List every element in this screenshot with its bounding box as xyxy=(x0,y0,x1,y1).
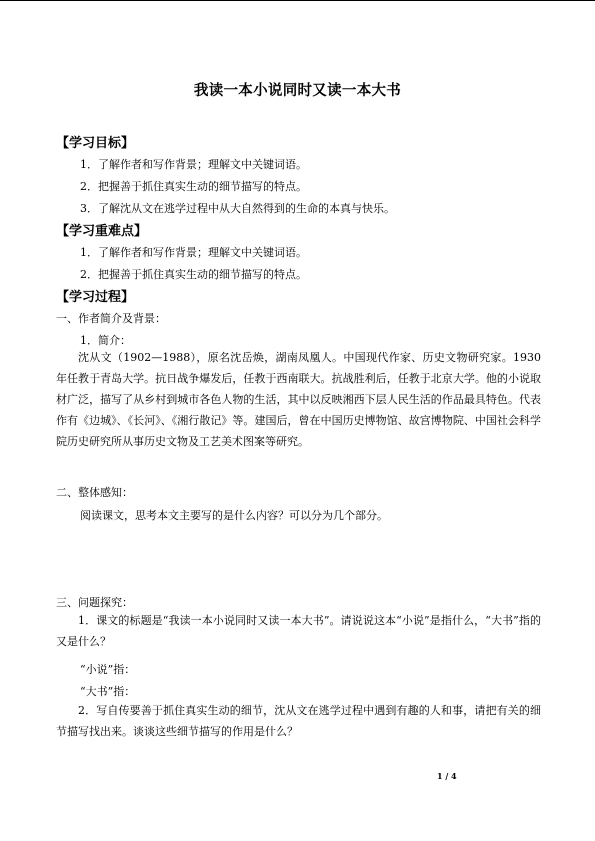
document-title: 我读一本小说同时又读一本大书 xyxy=(193,82,402,99)
objectives-heading: 【学习目标】 xyxy=(56,136,135,151)
objective-item-2: 2．把握善于抓住真实生动的细节描写的特点。 xyxy=(80,180,307,193)
overall-section-title: 二、整体感知： xyxy=(56,486,133,499)
key-point-item-2: 2．把握善于抓住真实生动的细节描写的特点。 xyxy=(80,268,307,281)
question-1-book-answer: “大书”指： xyxy=(80,685,136,698)
overall-prompt: 阅读课文，思考本文主要写的是什么内容？可以分为几个部分。 xyxy=(80,509,388,522)
objective-item-1: 1．了解作者和写作背景；理解文中关键词语。 xyxy=(80,158,307,171)
question-1: 1．课文的标题是“我读一本小说同时又读一本大书”。请说说这本“小说”是指什么，“大书”指的又是什么？ xyxy=(56,614,541,648)
top-border-line xyxy=(0,0,595,1)
page-number: 1 / 4 xyxy=(437,771,457,781)
question-1-novel-answer: “小说”指： xyxy=(80,663,136,676)
key-points-heading: 【学习重难点】 xyxy=(56,224,148,239)
question-2: 2．写自传要善于抓住真实生动的细节，沈从文在逃学过程中遇到有趣的人和事，请把有关的细节描写找出来。谈谈这些细节描写的作用是什么？ xyxy=(56,704,541,738)
author-section-title: 一、作者简介及背景： xyxy=(56,312,166,325)
process-heading: 【学习过程】 xyxy=(56,290,135,305)
author-bio-paragraph: 沈从文（1902—1988），原名沈岳焕，湖南凤凰人。中国现代作家、历史文物研究家。1930年任教于青岛大学。抗日战争爆发后，任教于西南联大。抗战胜利后，任教于北京大学。他的小说取材广泛，描写了从乡村到城市各色人物的生活，其中以反映湘西下层人民生活的作品最具特色。代表作有《边城》、《长河》、《湘行散记》等。建国后，曾在中国历史博物馆、故宫博物院、中国社会科学院历史研究所从事历史文物及工艺美术图案等研究。 xyxy=(56,351,541,448)
objective-item-3: 3．了解沈从文在逃学过程中从大自然得到的生命的本真与快乐。 xyxy=(80,202,395,215)
key-point-item-1: 1．了解作者和写作背景；理解文中关键词语。 xyxy=(80,246,307,259)
inquiry-section-title: 三、问题探究： xyxy=(56,596,133,609)
author-intro-label: 1．简介： xyxy=(80,334,131,347)
